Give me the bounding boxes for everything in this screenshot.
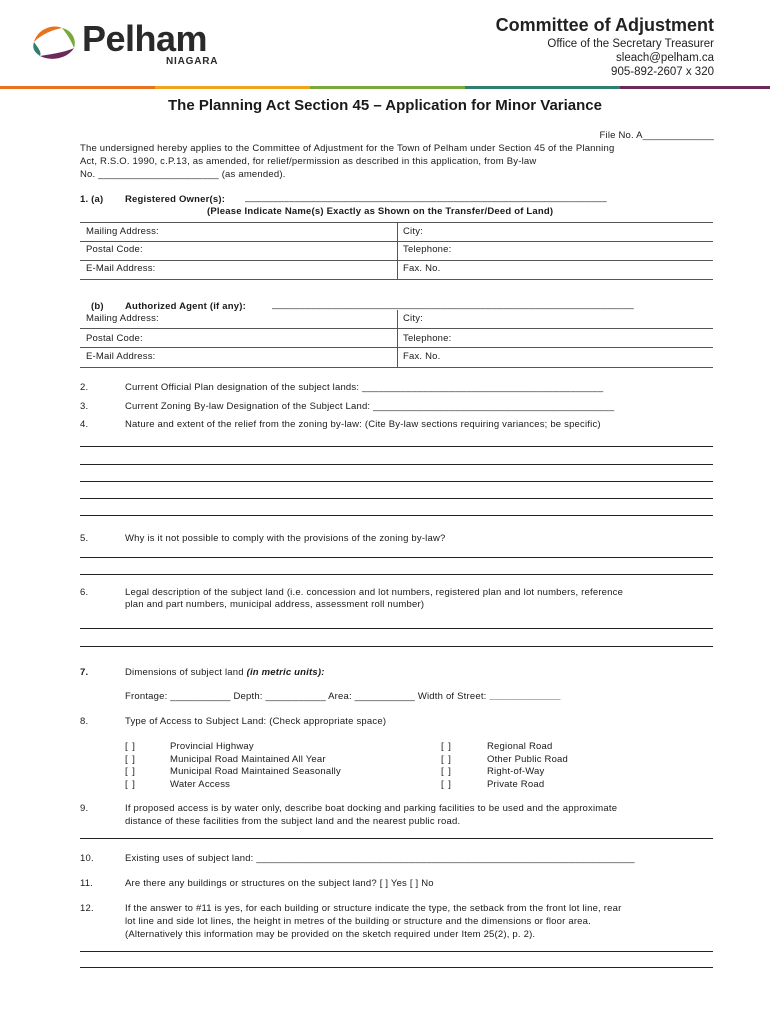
checkbox-municipal-seasonally[interactable]: [ ] — [125, 766, 136, 777]
q7-dimensions[interactable] — [125, 691, 561, 702]
q10-text[interactable]: Existing uses of subject land: _____________________________________________________________________ — [125, 853, 635, 864]
q6-text-line-1: Legal description of the subject land (i.e. concession and lot numbers, registered plan and lot numbers, reference — [125, 587, 624, 598]
s1b-column-divider — [397, 310, 398, 367]
q8-number: 8. — [80, 716, 89, 727]
q5-answer-line-2[interactable] — [80, 574, 713, 575]
s1a-email-field[interactable]: E-Mail Address: — [86, 263, 156, 274]
s1b-postal-field[interactable]: Postal Code: — [86, 333, 143, 344]
q3-number: 3. — [80, 401, 89, 412]
q7-number: 7. — [80, 667, 89, 678]
option-municipal-all-year: Municipal Road Maintained All Year — [170, 754, 326, 765]
s1b-city-field[interactable]: City: — [403, 313, 423, 324]
q4-text: Nature and extent of the relief from the zoning by-law: (Cite By-law sections requiring variances; be specific) — [125, 419, 601, 430]
q12-answer-line-1[interactable] — [80, 951, 713, 952]
logo-wordmark: Pelham — [82, 18, 208, 59]
q6-number: 6. — [80, 587, 89, 598]
q9-text-line-1: If proposed access is by water only, describe boat docking and parking facilities to be used and the approximate — [125, 803, 618, 814]
checkbox-regional-road[interactable]: [ ] — [441, 741, 452, 752]
q2-text[interactable]: Current Official Plan designation of the subject lands: ____________________________________________ — [125, 382, 604, 393]
q10-number: 10. — [80, 853, 94, 864]
header-phone: 905-892-2607 x 320 — [611, 66, 714, 78]
s1b-number: (b) — [91, 301, 104, 312]
q7-text-units: (in metric units): — [246, 667, 325, 678]
s1a-telephone-field[interactable]: Telephone: — [403, 244, 452, 255]
checkbox-provincial-highway[interactable]: [ ] — [125, 741, 136, 752]
s1b-mailing-field[interactable]: Mailing Address: — [86, 313, 159, 324]
color-bar-3 — [310, 86, 465, 89]
q4-answer-line-1[interactable] — [80, 446, 713, 447]
checkbox-water-access[interactable]: [ ] — [125, 779, 136, 790]
file-number[interactable]: File No. A_____________ — [599, 130, 714, 141]
intro-line-3[interactable]: No. ______________________ (as amended). — [80, 169, 286, 180]
q4-answer-line-2[interactable] — [80, 464, 713, 465]
q9-text-line-2: distance of these facilities from the subject land and the nearest public road. — [125, 816, 461, 827]
q12-number: 12. — [80, 903, 94, 914]
s1b-email-field[interactable]: E-Mail Address: — [86, 351, 156, 362]
option-municipal-seasonally: Municipal Road Maintained Seasonally — [170, 766, 341, 777]
q9-answer-line[interactable] — [80, 838, 713, 839]
q7-text — [125, 667, 325, 678]
color-bar-2 — [155, 86, 310, 89]
s1a-row-line-4 — [80, 279, 713, 280]
q2-number: 2. — [80, 382, 89, 393]
q12-text-line-2: lot line and side lot lines, the height in metres of the building or structure and the dimensions or floor area. — [125, 916, 591, 927]
s1b-fax-field[interactable]: Fax. No. — [403, 351, 441, 362]
q12-text-line-1: If the answer to #11 is yes, for each building or structure indicate the type, the setback from the front lot line, rear — [125, 903, 622, 914]
header-title: Committee of Adjustment — [495, 15, 714, 35]
q3-text[interactable]: Current Zoning By-law Designation of the Subject Land: ____________________________________________ — [125, 401, 615, 412]
q7-dimension-fields[interactable]: Frontage: ___________ Depth: ___________ Area: ___________ Width of Street: — [125, 691, 490, 702]
q4-answer-line-5[interactable] — [80, 515, 713, 516]
q4-number: 4. — [80, 419, 89, 430]
q4-answer-line-4[interactable] — [80, 498, 713, 499]
s1b-label: Authorized Agent (if any): — [125, 301, 246, 312]
q6-text-line-2: plan and part numbers, municipal address, assessment roll number) — [125, 599, 425, 610]
option-other-public-road: Other Public Road — [487, 754, 569, 765]
s1a-fax-field[interactable]: Fax. No. — [403, 263, 441, 274]
q5-text: Why is it not possible to comply with the provisions of the zoning by-law? — [125, 533, 446, 544]
header-email[interactable]: sleach@pelham.ca — [616, 52, 714, 64]
s1a-mailing-field[interactable]: Mailing Address: — [86, 226, 159, 237]
q12-text-line-3: (Alternatively this information may be provided on the sketch required under Item 25(2), p. 2). — [125, 929, 536, 940]
checkbox-municipal-all-year[interactable]: [ ] — [125, 754, 136, 765]
q7-street-width-blank[interactable]: _____________ — [489, 691, 561, 702]
s1b-row-line-3 — [80, 367, 713, 368]
q5-answer-line-1[interactable] — [80, 557, 713, 558]
q6-answer-line-2[interactable] — [80, 646, 713, 647]
option-regional-road: Regional Road — [487, 741, 553, 752]
intro-line-1: The undersigned hereby applies to the Committee of Adjustment for the Town of Pelham under Section 45 of the Planning — [80, 143, 615, 154]
s1b-telephone-field[interactable]: Telephone: — [403, 333, 452, 344]
pelham-leaf-logo-icon — [32, 22, 78, 62]
q11-number: 11. — [80, 878, 94, 889]
s1a-city-field[interactable]: City: — [403, 226, 423, 237]
q5-number: 5. — [80, 533, 89, 544]
checkbox-other-public-road[interactable]: [ ] — [441, 754, 452, 765]
form-title: The Planning Act Section 45 – Application for Minor Variance — [168, 97, 602, 114]
option-private-road: Private Road — [487, 779, 545, 790]
checkbox-right-of-way[interactable]: [ ] — [441, 766, 452, 777]
color-bar-5 — [620, 86, 770, 89]
s1a-owner-blank[interactable]: __________________________________________________________________ — [245, 192, 607, 203]
intro-line-2: Act, R.S.O. 1990, c.P.13, as amended, for relief/permission as described in this application, from By-law — [80, 156, 537, 167]
q11-text[interactable]: Are there any buildings or structures on the subject land? [ ] Yes [ ] No — [125, 878, 434, 889]
color-bar-4 — [465, 86, 620, 89]
logo-subtitle: NIAGARA — [166, 56, 219, 67]
q4-answer-line-3[interactable] — [80, 481, 713, 482]
s1a-note: (Please Indicate Name(s) Exactly as Shown on the Transfer/Deed of Land) — [207, 206, 554, 217]
color-bar-1 — [0, 86, 155, 89]
q6-answer-line-1[interactable] — [80, 628, 713, 629]
header-office: Office of the Secretary Treasurer — [547, 38, 714, 50]
option-provincial-highway: Provincial Highway — [170, 741, 254, 752]
q8-text: Type of Access to Subject Land: (Check appropriate space) — [125, 716, 387, 727]
option-water-access: Water Access — [170, 779, 231, 790]
s1a-column-divider — [397, 222, 398, 279]
option-right-of-way: Right-of-Way — [487, 766, 545, 777]
q9-number: 9. — [80, 803, 89, 814]
s1a-postal-field[interactable]: Postal Code: — [86, 244, 143, 255]
q7-text-label: Dimensions of subject land — [125, 667, 247, 678]
s1a-number: 1. (a) — [80, 194, 104, 205]
s1b-agent-blank[interactable]: __________________________________________________________________ — [272, 299, 634, 310]
checkbox-private-road[interactable]: [ ] — [441, 779, 452, 790]
s1a-label: Registered Owner(s): — [125, 194, 226, 205]
q12-answer-line-2[interactable] — [80, 967, 713, 968]
